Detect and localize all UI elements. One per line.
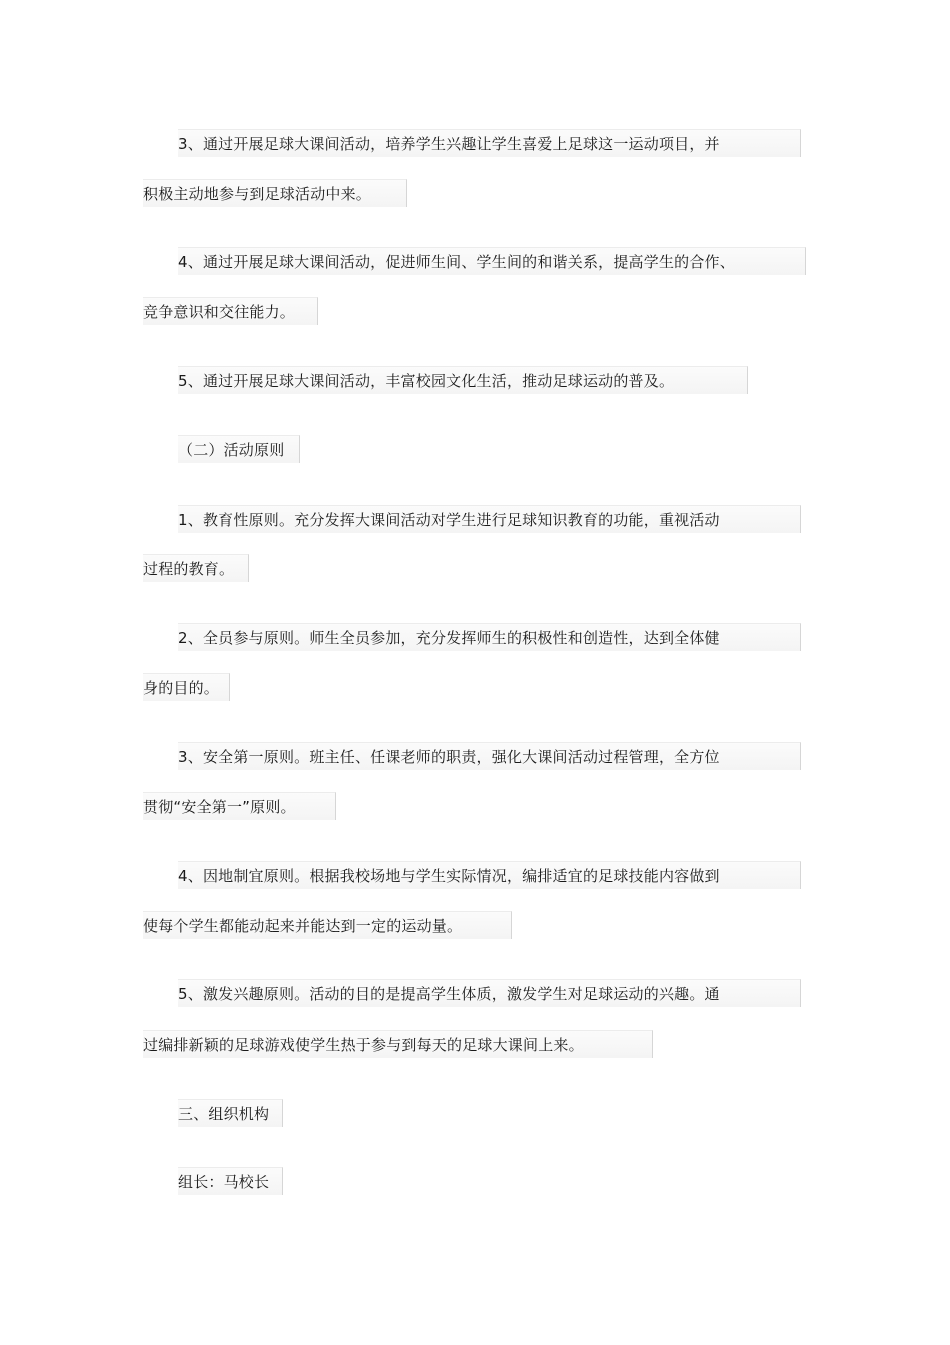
- paragraph-line: 2、全员参与原则。师生全员参加，充分发挥师生的积极性和创造性，达到全体健: [178, 623, 801, 651]
- paragraph-line: 竞争意识和交往能力。: [143, 297, 318, 325]
- paragraph-line: 身的目的。: [143, 673, 230, 701]
- section-heading: （二）活动原则: [178, 435, 300, 463]
- paragraph-line: 3、安全第一原则。班主任、任课老师的职责，强化大课间活动过程管理，全方位: [178, 742, 801, 770]
- paragraph-line: 5、激发兴趣原则。活动的目的是提高学生体质，激发学生对足球运动的兴趣。通: [178, 979, 801, 1007]
- paragraph-line: 3、通过开展足球大课间活动，培养学生兴趣让学生喜爱上足球这一运动项目，并: [178, 129, 801, 157]
- paragraph-line: 过程的教育。: [143, 554, 249, 582]
- paragraph-line: 使每个学生都能动起来并能达到一定的运动量。: [143, 911, 512, 939]
- paragraph-line: 1、教育性原则。充分发挥大课间活动对学生进行足球知识教育的功能，重视活动: [178, 505, 801, 533]
- paragraph-line: 4、因地制宜原则。根据我校场地与学生实际情况，编排适宜的足球技能内容做到: [178, 861, 801, 889]
- paragraph-line: 组长：马校长: [178, 1167, 283, 1195]
- paragraph-line: 过编排新颖的足球游戏使学生热于参与到每天的足球大课间上来。: [143, 1030, 653, 1058]
- paragraph-line: 贯彻“安全第一”原则。: [143, 792, 336, 820]
- paragraph-line: 4、通过开展足球大课间活动，促进师生间、学生间的和谐关系，提高学生的合作、: [178, 247, 806, 275]
- paragraph-line: 5、通过开展足球大课间活动，丰富校园文化生活，推动足球运动的普及。: [178, 366, 748, 394]
- section-heading: 三、组织机构: [178, 1099, 283, 1127]
- paragraph-line: 积极主动地参与到足球活动中来。: [143, 179, 407, 207]
